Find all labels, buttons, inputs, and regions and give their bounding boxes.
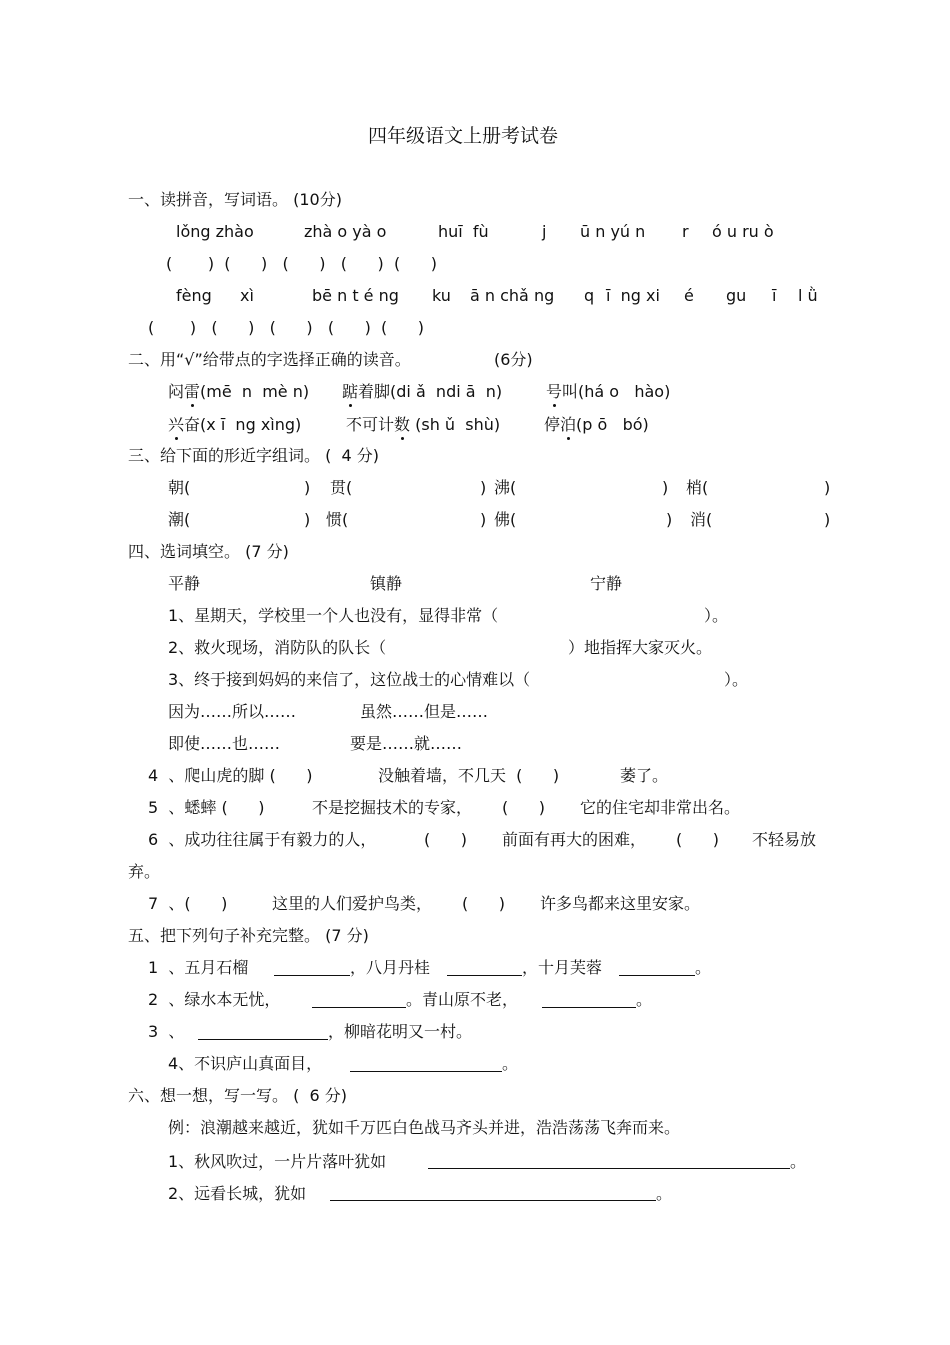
pinyin: ū n yú n (580, 222, 646, 241)
reading-item: 兴奋(x ī ng xìng) (168, 415, 302, 434)
reading-item: 踮着脚(di ǎ ndi ā n) (342, 382, 503, 401)
char-item: 潮( (168, 510, 191, 529)
pinyin: l ǜ (798, 286, 818, 305)
question-text: 。 (636, 990, 653, 1009)
fill-blank-line[interactable] (274, 975, 350, 976)
paren-close: ) (662, 478, 669, 497)
section-2-heading: 二、用“√”给带点的字选择正确的读音。 (128, 350, 411, 369)
pinyin: zhà o yà o (304, 222, 387, 241)
question-text: ( ) (676, 830, 719, 849)
char-item: 朝( (168, 478, 191, 497)
fill-blank-line[interactable] (447, 975, 522, 976)
question-text: 前面有再大的困难， (502, 830, 647, 849)
pinyin: q (584, 286, 595, 305)
paren-close: ) (480, 510, 487, 529)
fill-blank-line[interactable] (330, 1200, 656, 1201)
paren-close: ) (304, 510, 311, 529)
question-text: 1、秋风吹过，一片片落叶犹如 (168, 1152, 387, 1171)
pinyin: ó u ru ò (712, 222, 774, 241)
reading-item: 停泊(p ō bó) (544, 415, 649, 434)
pinyin: xì (240, 286, 254, 305)
question-text: 。 (656, 1184, 673, 1203)
question-text: ( ) (424, 830, 467, 849)
question-text: 7 、( ) (148, 894, 228, 913)
section-3-heading: 三、给下面的形近字组词。 ( 4 分) (128, 446, 380, 465)
pinyin: ī ng xi (606, 286, 660, 305)
question-text: ，八月丹桂 (350, 958, 431, 977)
fill-blank-line[interactable] (542, 1007, 636, 1008)
pinyin: é (684, 286, 694, 305)
question-text: 弃。 (128, 862, 161, 881)
question-text: 2、救火现场，消防队的队长（ (168, 638, 387, 657)
question-text: 2、远看长城，犹如 (168, 1184, 307, 1203)
fill-blank-line[interactable] (619, 975, 695, 976)
char-item: 贯( (330, 478, 353, 497)
question-text: 它的住宅却非常出名。 (580, 798, 741, 817)
question-text: ( ) (502, 798, 545, 817)
question-text: 1、星期天，学校里一个人也没有，显得非常（ (168, 606, 499, 625)
fill-blank-line[interactable] (312, 1007, 406, 1008)
section-6-heading: 六、想一想，写一写。 ( 6 分) (128, 1086, 348, 1105)
fill-blank-line[interactable] (428, 1168, 790, 1169)
question-text: 4 、爬山虎的脚 ( ) (148, 766, 313, 785)
paren-close: ) (824, 478, 831, 497)
question-text: 3 、 (148, 1022, 185, 1041)
paren-close: ) (824, 510, 831, 529)
fill-blank-line[interactable] (198, 1039, 328, 1040)
section-2-score: (6分) (494, 350, 533, 369)
question-text: 。 (790, 1152, 807, 1171)
question-text: 这里的人们爱护鸟类， (272, 894, 433, 913)
conjunction-option: 即使……也…… (168, 734, 281, 753)
paren-close: ) (304, 478, 311, 497)
pinyin: ku (432, 286, 451, 305)
question-text: ）地指挥大家灭火。 (568, 638, 713, 657)
section-5-heading: 五、把下列句子补充完整。 (7 分) (128, 926, 369, 945)
question-text: 4、不识庐山真面目， (168, 1054, 323, 1073)
answer-parens: ( ) ( ) ( ) ( ) ( ) (148, 318, 425, 337)
question-text: 6 、成功往往属于有毅力的人， (148, 830, 377, 849)
question-text: 1 、五月石榴 (148, 958, 249, 977)
answer-parens: ( ) ( ) ( ) ( ) ( ) (166, 254, 437, 273)
question-text: ，十月芙蓉 (522, 958, 603, 977)
question-text: 2 、绿水本无忧， (148, 990, 281, 1009)
pinyin: huī fù (438, 222, 489, 241)
pinyin: j (542, 222, 547, 241)
char-item: 沸( (494, 478, 517, 497)
question-text: ，柳暗花明又一村。 (328, 1022, 473, 1041)
question-text: 许多鸟都来这里安家。 (540, 894, 701, 913)
char-item: 惯( (326, 510, 349, 529)
question-text: 3、终于接到妈妈的来信了，这位战士的心情难以（ (168, 670, 531, 689)
pinyin: lǒng zhào (176, 222, 254, 241)
reading-item: 不可计数 (sh ǔ shù) (346, 415, 501, 434)
question-text: 。青山原不老， (406, 990, 519, 1009)
pinyin: r (682, 222, 689, 241)
pinyin: ī (772, 286, 777, 305)
char-item: 佛( (494, 510, 517, 529)
reading-item: 闷雷(mē n mè n) (168, 382, 310, 401)
question-text: ）。 (724, 670, 749, 689)
question-text: ( ) (462, 894, 505, 913)
conjunction-option: 要是……就…… (350, 734, 463, 753)
question-text: 没触着墙，不几天 ( ) (378, 766, 560, 785)
pinyin: gu (726, 286, 747, 305)
section-1-heading: 一、读拼音，写词语。 (10分) (128, 190, 342, 209)
example-sentence: 例：浪潮越来越近，犹如千万匹白色战马齐头并进，浩浩荡荡飞奔而来。 (168, 1118, 681, 1137)
reading-item: 号叫(há o hào) (546, 382, 671, 401)
pinyin: fèng (176, 286, 212, 305)
paren-close: ) (480, 478, 487, 497)
word-option: 镇静 (370, 574, 403, 593)
question-text: 不是挖掘技术的专家， (312, 798, 473, 817)
question-text: ）。 (704, 606, 729, 625)
word-option: 平静 (168, 574, 201, 593)
conjunction-option: 虽然……但是…… (360, 702, 489, 721)
question-text: 不轻易放 (752, 830, 817, 849)
question-text: 5 、蟋蟀 ( ) (148, 798, 265, 817)
word-option: 宁静 (590, 574, 623, 593)
question-text: 。 (695, 958, 712, 977)
fill-blank-line[interactable] (350, 1071, 502, 1072)
paren-close: ) (666, 510, 673, 529)
char-item: 梢( (686, 478, 709, 497)
question-text: 萎了。 (620, 766, 669, 785)
question-text: 。 (502, 1054, 519, 1073)
page-title: 四年级语文上册考试卷 (368, 125, 559, 147)
pinyin: ā n chǎ ng (470, 286, 555, 305)
conjunction-option: 因为……所以…… (168, 702, 297, 721)
pinyin: bē n t é ng (312, 286, 399, 305)
char-item: 消( (690, 510, 713, 529)
section-4-heading: 四、选词填空。 (7 分) (128, 542, 289, 561)
